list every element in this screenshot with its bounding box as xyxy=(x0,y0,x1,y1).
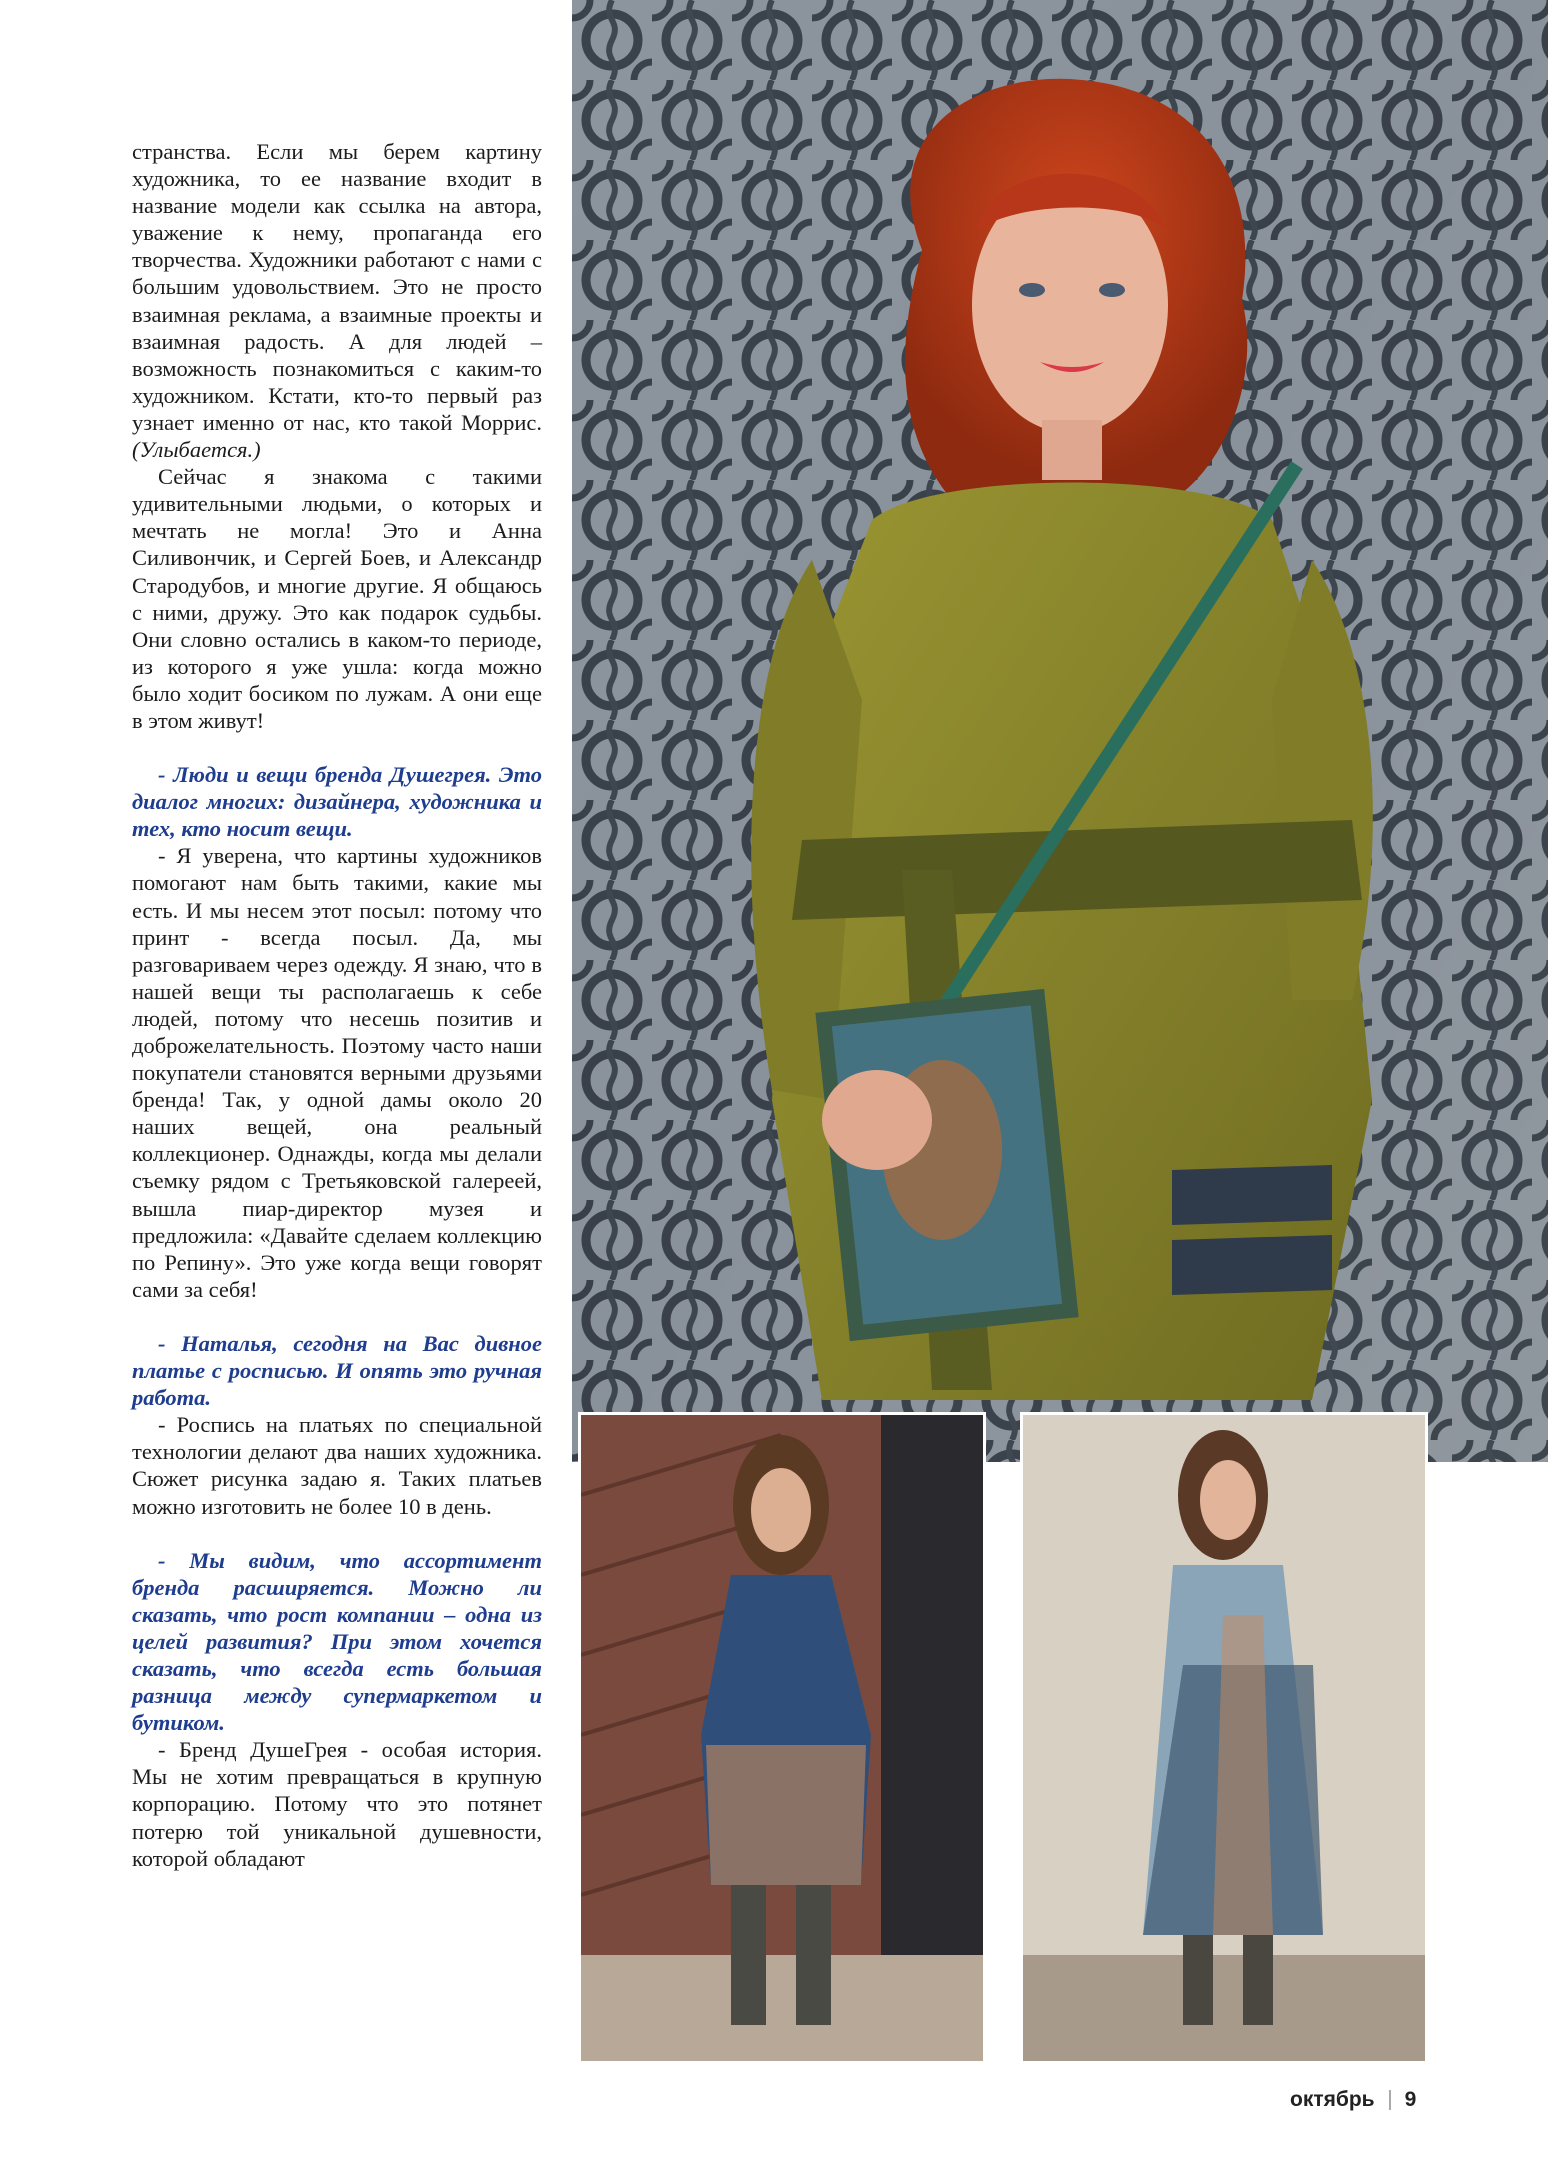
interview-question xyxy=(132,761,542,842)
dress-photo-right xyxy=(1020,1412,1428,2064)
body-paragraph xyxy=(132,1736,542,1871)
folio-separator xyxy=(1389,2090,1391,2110)
page-folio xyxy=(1290,2088,1416,2112)
paragraph-text: - Люди и вещи бренда Душегрея. Это диалог многих: дизайнера, художника и тех, кто носит вещи. xyxy=(132,762,542,842)
body-paragraph xyxy=(132,463,542,734)
body-paragraph xyxy=(132,1411,542,1519)
folio-page-number: 9 xyxy=(1404,2088,1417,2111)
paragraph-gap xyxy=(132,1520,542,1547)
body-paragraph xyxy=(132,138,542,463)
body-paragraph xyxy=(132,842,542,1303)
paragraph-text: - Наталья, сегодня на Вас дивное платье с росписью. И опять это ручная работа. xyxy=(132,1330,542,1411)
paragraph-text: странства. Если мы берем картину художника, то ее название входит в название модели как ссылка на автора, уважение к нему, пропаганда его творчества. Художники работают с нами с большим удовольствием. Это не просто взаимная реклама, а взаимные проекты и взаимная радость. А для людей – возможность познакомиться с каким-то художником. Кстати, кто-то первый раз узнает именно от нас, кто такой Моррис. xyxy=(132,139,542,435)
folio-month: октябрь xyxy=(1290,2088,1375,2111)
dress-photo-left xyxy=(578,1412,986,2064)
paragraph-text: - Бренд ДушеГрея - особая история. Мы не хотим превращаться в крупную корпорацию. Потому что это потянет потерю той уникальной душевности, которой обладают xyxy=(132,1737,542,1871)
paragraph-gap xyxy=(132,1303,542,1330)
interview-question xyxy=(132,1547,542,1737)
article-column xyxy=(132,138,542,1872)
emphasis-text: (Улыбается.) xyxy=(132,437,261,463)
main-photo xyxy=(572,0,1548,1462)
paragraph-text: Сейчас я знакома с такими удивительными людьми, о которых и мечтать не могла! Это и Анна Силивончик, и Сергей Боев, и Александр Стародубов, и многие другие. Я общаюсь с ними, дружу. Это как подарок судьбы. Они словно остались в каком-то периоде, из которого я уже ушла: когда можно было ходит босиком по лужам. А они еще в этом живут! xyxy=(132,464,542,733)
paragraph-text: - Мы видим, что ассортимент бренда расширяется. Можно ли сказать, что рост компании – одна из целей развития? При этом хочется сказать, что всегда есть большая разница между супермаркетом и бутиком. xyxy=(132,1547,542,1736)
paragraph-text: - Роспись на платьях по специальной технологии делают два наших художника. Сюжет рисунка задаю я. Таких платьев можно изготовить не более 10 в день. xyxy=(132,1412,542,1519)
interview-question xyxy=(132,1330,542,1411)
paragraph-gap xyxy=(132,734,542,761)
paragraph-text: - Я уверена, что картины художников помогают нам быть такими, какие мы есть. И мы несем этот посыл: потому что принт - всегда посыл. Да, мы разговариваем через одежду. Я знаю, что в нашей вещи ты располагаешь к себе людей, потому что несешь позитив и доброжелательность. Поэтому часто наши покупатели становятся верными друзьями бренда! Так, у одной дамы около 20 наших вещей, она реальный коллекционер. Однажды, когда мы делали съемку рядом с Третьяковской галереей, вышла пиар-директор музея и предложила: «Давайте сделаем коллекцию по Репину». Это уже когда вещи говорят сами за себя! xyxy=(132,843,542,1302)
